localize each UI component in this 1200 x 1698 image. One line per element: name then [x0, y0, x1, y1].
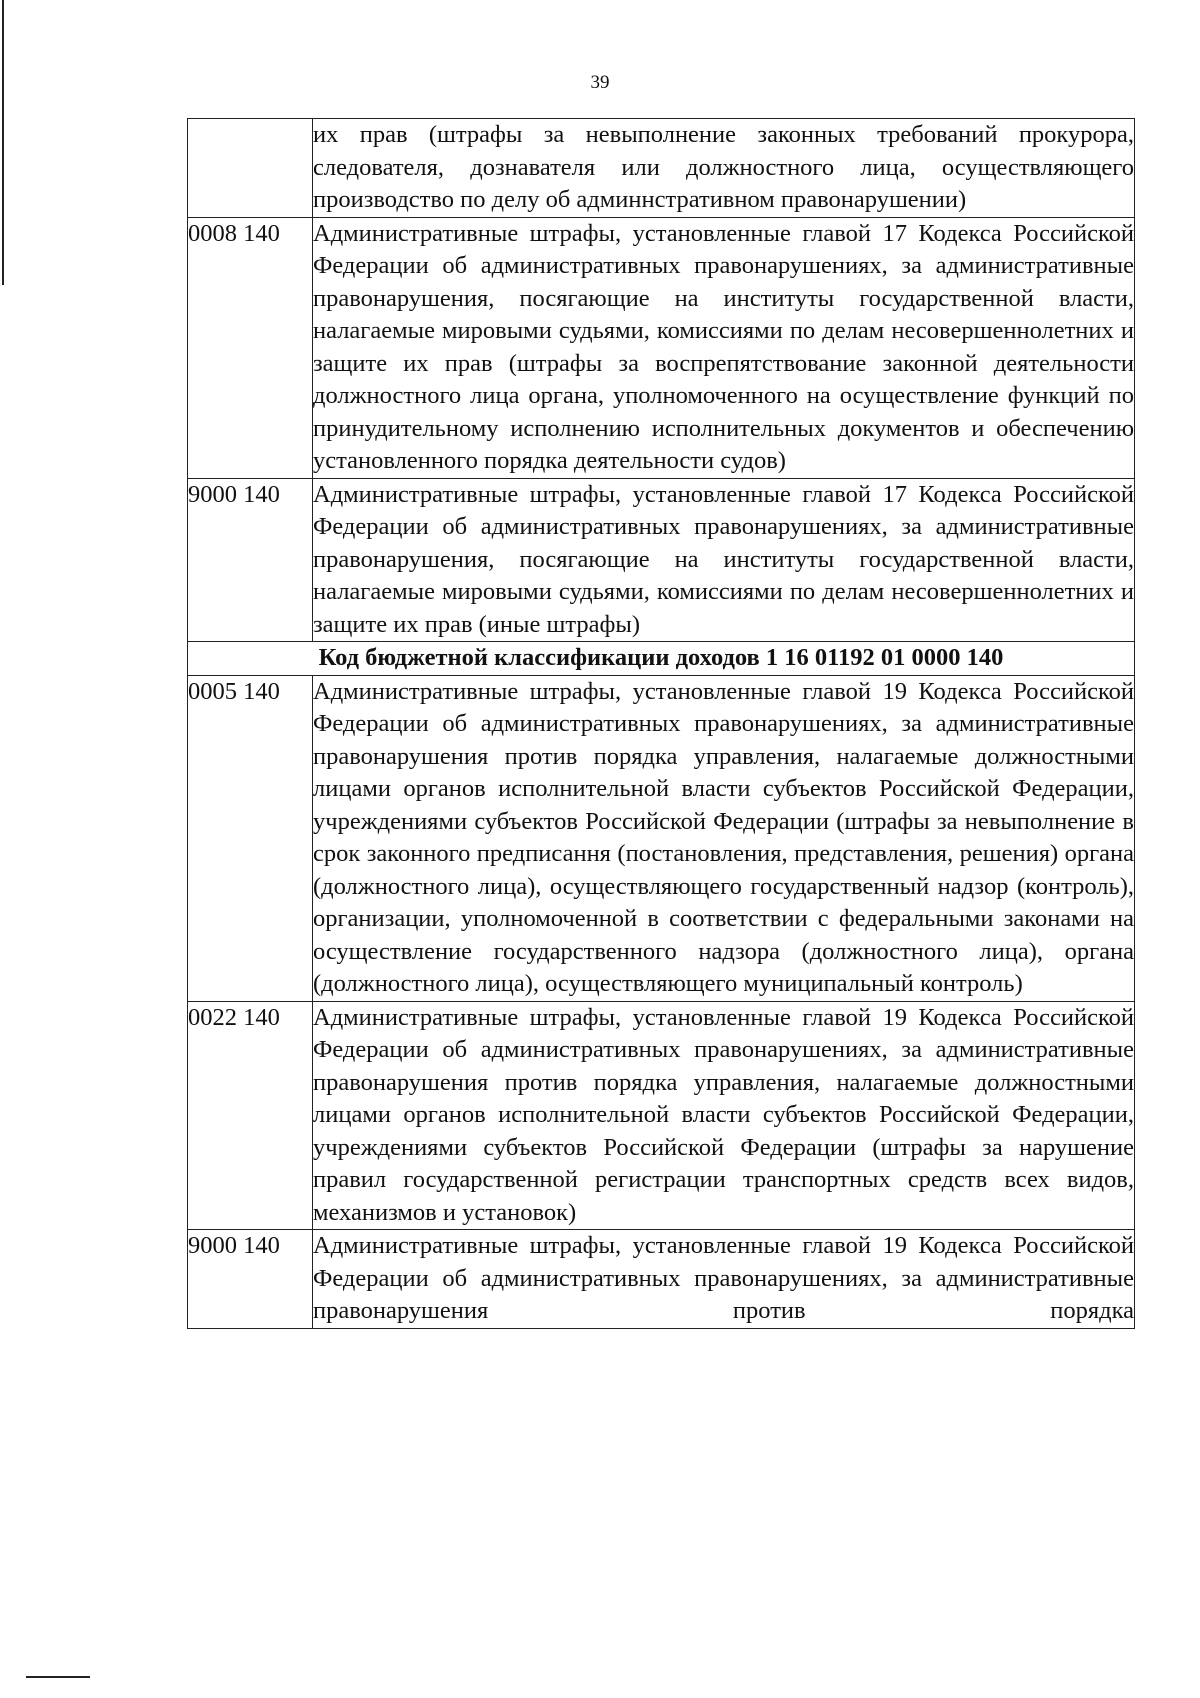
table-row [188, 675, 1135, 1001]
description-cell: их прав (штрафы за невыполнение законных требований прокурора, следователя, дознавателя или должностного лица, осуществляющего производство по делу об админнстративном правонарушении) [313, 119, 1135, 218]
code-cell [188, 119, 313, 218]
scan-bottom-mark [26, 1676, 90, 1678]
description-cell: Административные штрафы, установленные главой 17 Кодекса Российской Федерации об административных правонарушениях, за административные правонарушения, посягающие на институты государственной власти, налагаемые мировыми судьями, комиссиями по делам несовершеннолетних и защите их прав (штрафы за воспрепятствование законной деятельности должностного лица органа, уполномоченного на осуществление функций по принудительному исполнению исполнительных документов и обеспечению установленного порядка деятельности судов) [313, 217, 1135, 478]
table-row [188, 217, 1135, 478]
scan-left-rule [2, 0, 4, 285]
description-cell: Административные штрафы, установленные главой 19 Кодекса Российской Федерации об административных правонарушениях, за административные правонарушения против порядка [313, 1230, 1135, 1329]
budget-classification-table [187, 118, 1135, 1329]
description-cell: Административные штрафы, установленные главой 19 Кодекса Российской Федерации об административных правонарушениях, за административные правонарушения против порядка управления, налагаемые должностными лицами органов исполнительной власти субъектов Российской Федерации, учреждениями субъектов Российской Федерации (штрафы за невыполнение в срок законного предписання (постановления, представления, решения) органа (должностного лица), осуществляющего государственный надзор (контроль), организации, уполномоченной в соответствии с федеральными законами на осуществление государственного надзора (должностного лица), органа (должностного лица), осуществляющего муниципальный контроль) [313, 675, 1135, 1001]
code-cell: 9000 140 [188, 1230, 313, 1329]
code-cell: 0022 140 [188, 1001, 313, 1230]
table-row [188, 119, 1135, 218]
page-number: 39 [590, 72, 610, 93]
description-cell: Административные штрафы, установленные главой 17 Кодекса Российской Федерации об административных правонарушениях, за административные правонарушения, посягающие на институты государственной власти, налагаемые мировыми судьями, комиссиями по делам несовершеннолетних и защите их прав (иные штрафы) [313, 478, 1135, 642]
code-cell: 9000 140 [188, 478, 313, 642]
table-row [188, 478, 1135, 642]
table-row [188, 1001, 1135, 1230]
section-heading: Код бюджетной классификации доходов 1 16 01192 01 0000 140 [188, 642, 1135, 676]
description-cell: Административные штрафы, установленные главой 19 Кодекса Российской Федерации об административных правонарушениях, за административные правонарушения против порядка управления, налагаемые должностными лицами органов исполнительной власти субъектов Российской Федерации, учреждениями субъектов Российской Федерации (штрафы за нарушение правил государственной регистрации транспортных средств всех видов, механизмов и установок) [313, 1001, 1135, 1230]
section-heading-row [188, 642, 1135, 676]
code-cell: 0005 140 [188, 675, 313, 1001]
table-row [188, 1230, 1135, 1329]
code-cell: 0008 140 [188, 217, 313, 478]
